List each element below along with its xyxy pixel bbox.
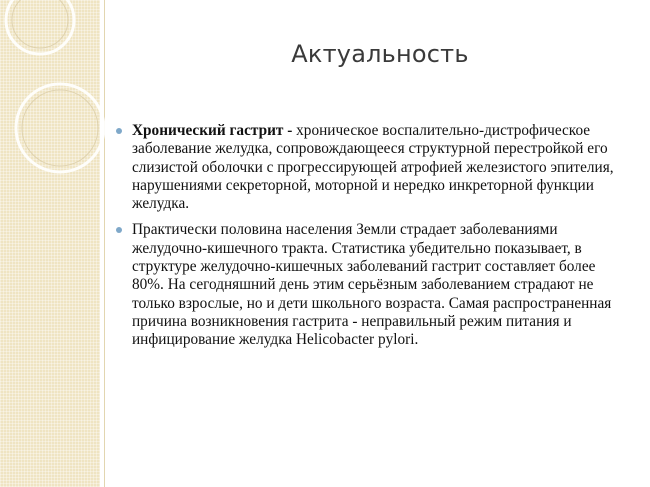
slide-title: Актуальность <box>291 40 469 68</box>
bullet-term: Хронический гастрит - <box>132 122 293 139</box>
bullet-icon <box>116 128 122 134</box>
slide-content <box>114 122 614 358</box>
bullet-text: Практически половина населения Земли страдает заболеваниями желудочно-кишечного тракта. Статистика убедительно показывает, в структуре желудочно-кишечных заболеваний гастрит составляет более 80%. На сегодняшний день этим серьёзным заболеванием страдают не только взрослые, но и дети школьного возраста. Самая распространенная причина возникновения гастрита - неправильный режим питания и инфицирование желудка Helicobacter pylori. <box>132 221 612 349</box>
bullet-text: хроническое воспалительно-дистрофическое заболевание желудка, сопровождающееся структурной перестройкой его слизистой оболочки с прогрессирующей атрофией железистого эпителия, нарушениями секреторной, моторной и нередко инкреторной функции желудка. <box>132 122 614 213</box>
bullet-icon <box>116 227 122 233</box>
bullet-item <box>114 122 614 213</box>
bullet-item <box>114 221 614 349</box>
